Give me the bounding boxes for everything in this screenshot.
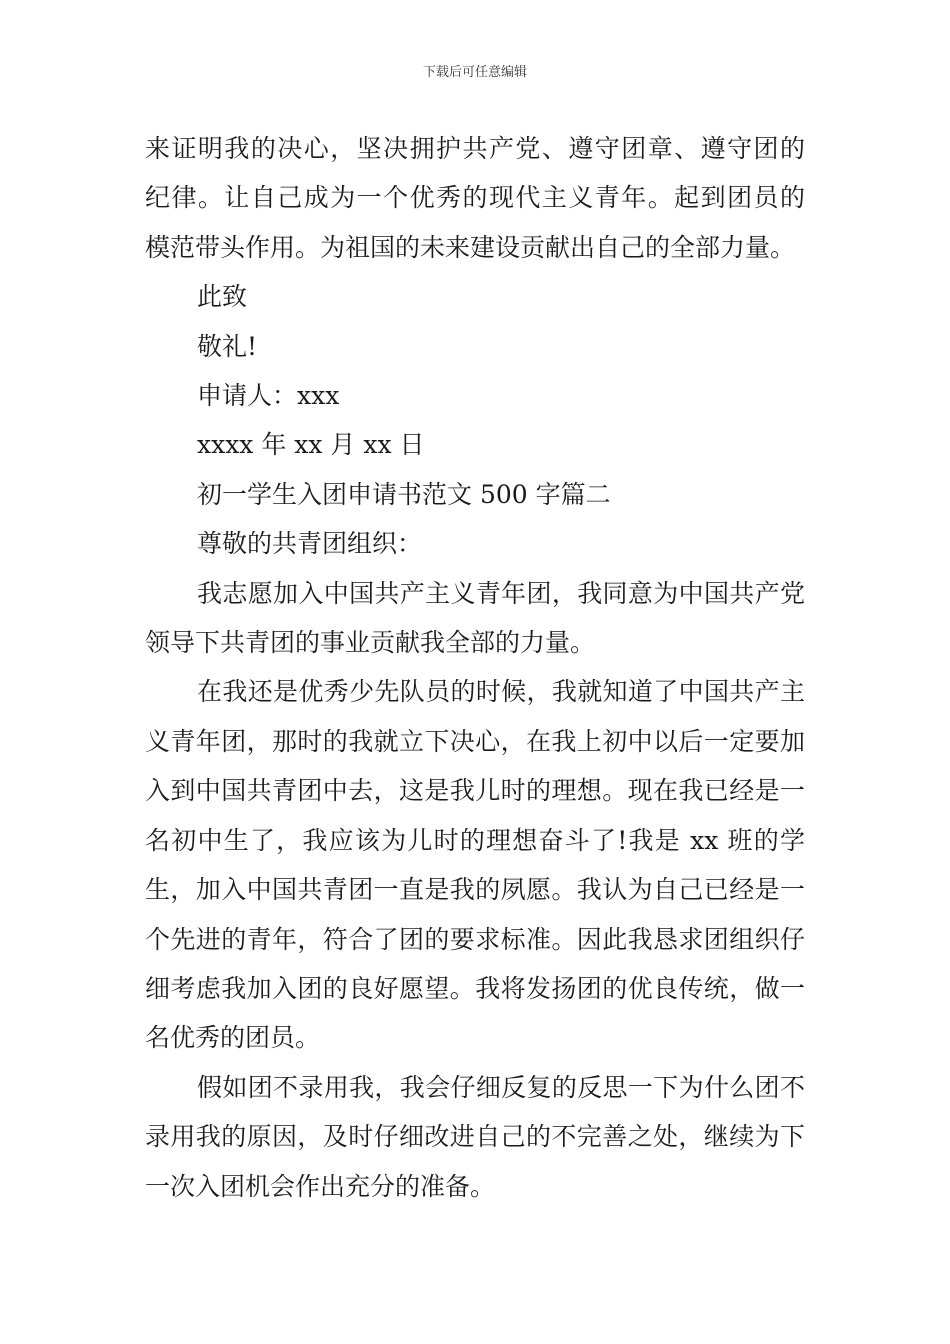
application-date: xxxx 年 xx 月 xx 日 [197, 430, 425, 460]
paragraph-continued-line-3: 模范带头作用。为祖国的未来建设贡献出自己的全部力量。 [145, 232, 796, 262]
section-title: 初一学生入团申请书范文 500 字篇二 [197, 479, 611, 509]
letter-greeting: 尊敬的共青团组织： [197, 529, 423, 559]
paragraph-continued-line-1: 来证明我的决心，坚决拥护共产党、遵守团章、遵守团的 [145, 134, 805, 163]
body-paragraph: 我志愿加入中国共产主义青年团，我同意为中国共产党领导下共青团的事业贡献我全部的力量。 [145, 578, 805, 658]
body-paragraph: 假如团不录用我，我会仔细反复的反思一下为什么团不录用我的原因，及时仔细改进自己的不完善之处，继续为下一次入团机会作出充分的准备。 [145, 1072, 805, 1201]
paragraph-continued-line-2: 纪律。让自己成为一个优秀的现代主义青年。起到团员的 [145, 183, 805, 213]
closing-regards: 敬礼! [197, 331, 258, 361]
document-body [145, 124, 805, 1211]
page-header: 下载后可任意编辑 [422, 65, 527, 80]
applicant-signature: 申请人：xxx [197, 381, 340, 411]
body-paragraph: 在我还是优秀少先队员的时候，我就知道了中国共产主义青年团，那时的我就立下决心，在我上初中以后一定要加入到中国共青团中去，这是我儿时的理想。现在我已经是一名初中生了，我应该为儿时的理想奋斗了!我是 xx 班的学生，加入中国共青团一直是我的夙愿。我认为自己已经是一个先进的青年，符合了团的要求标准。因此我恳求团组织仔细考虑我加入团的良好愿望。我将发扬团的优良传统，做一名优秀的团员。 [145, 677, 805, 1053]
closing-salutation: 此致 [197, 282, 248, 312]
